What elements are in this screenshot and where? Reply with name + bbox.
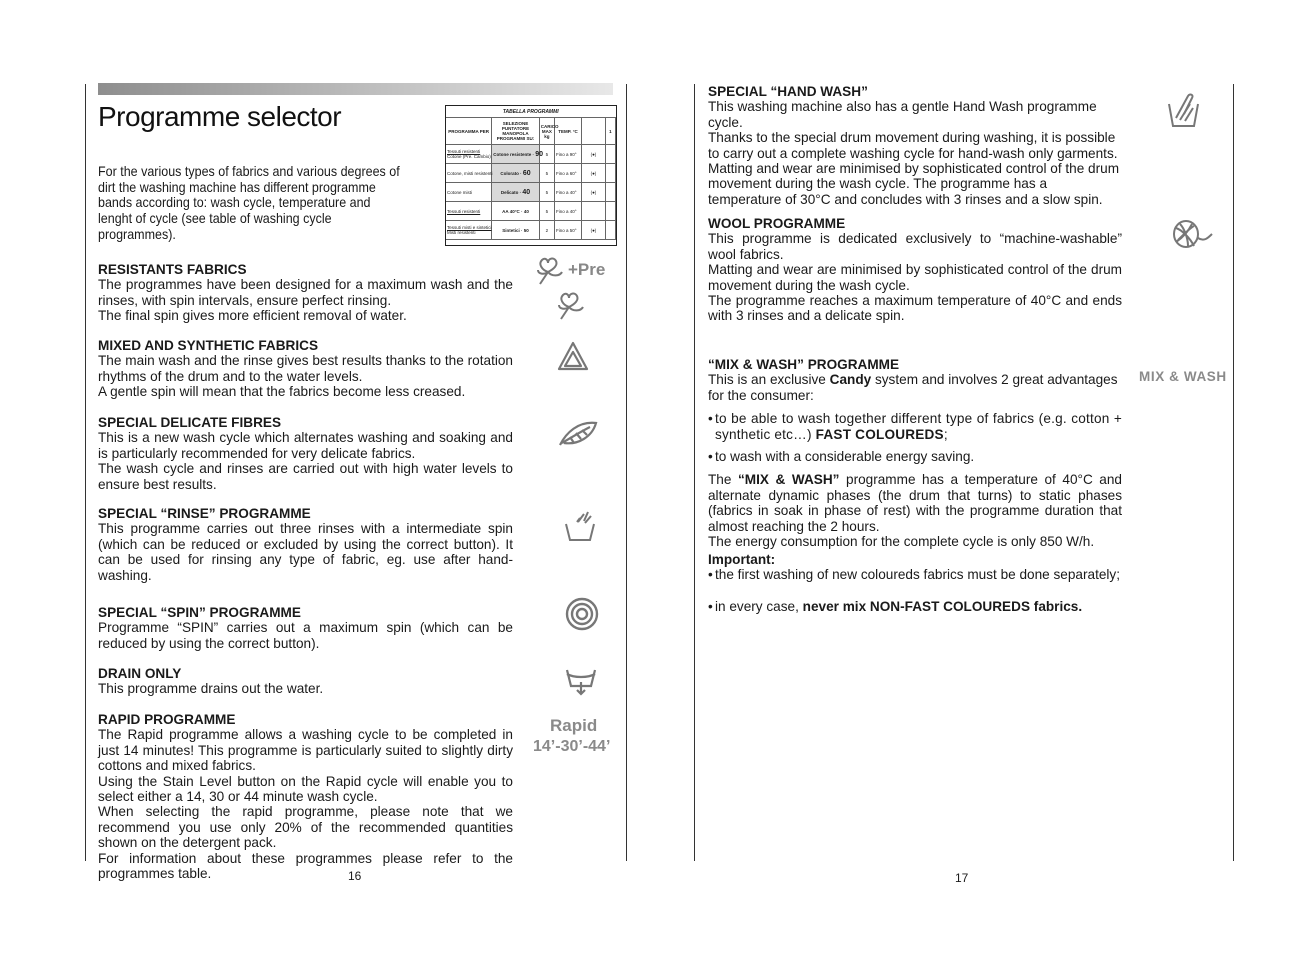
section-heading: SPECIAL “RINSE” PROGRAMME — [98, 506, 311, 521]
delicate-feather-icon — [556, 415, 600, 449]
cotton-flower-icon — [553, 291, 587, 323]
table-row: Cotone, misti resistenti Colorato · 60 5 Fino a 60° (●) — [446, 164, 616, 183]
intro-text: For the various types of fabrics and various degrees of dirt the washing machine has different programme bands according to: wash cycle, temperature and lenght of cycle (see table of washing cycle programmes). — [98, 164, 400, 242]
mix-wash-label: MIX & WASH — [1139, 369, 1227, 384]
page-title: Programme selector — [98, 101, 342, 132]
section-mix-wash: “MIX & WASH” PROGRAMME This is an exclusive Candy system and involves 2 great advantages for the consumer: • to be able to wash together different type of fabrics (e.g. cotton + synthetic etc…) FAST COLOUREDS; • to wash with a considerable energy saving. The “MIX & WASH” programme has a temperature of 40°C and alternate dynamic phases (the drum that turns) to static phases (fabrics in soak in phase of rest) with the programme duration that almost reaching the 2 hours. The energy consumption for the complete cycle is only 850 W/h. — [708, 357, 1122, 549]
rapid-label: Rapid — [550, 716, 598, 735]
section-heading: “MIX & WASH” PROGRAMME — [708, 357, 900, 372]
table-row: Cotone misti Delicato · 40 5 Fino a 40° (●) — [446, 183, 616, 202]
pre-label: +Pre — [568, 260, 606, 279]
wool-yarn-icon — [1170, 216, 1216, 256]
section-rapid-programme: RAPID PROGRAMME The Rapid programme allows a washing cycle to be completed in just 14 minutes! This programme is particularly suited to slightly dirty cottons and mixed fabrics. Using the Stain Level button on the Rapid cycle will enable you to select either a 14, 30 or 44 minute wash cycle. When selecting the rapid programme, please note that we recommend you use only 20% of the recommended quantities shown on the detergent pack. For information about these programmes please refer to the programmes table. — [98, 712, 513, 882]
section-spin-programme: SPECIAL “SPIN” PROGRAMME Programme “SPIN” carries out a maximum spin (which can be reduced by using the correct button). — [98, 605, 513, 651]
left-margin-line — [85, 84, 86, 861]
synthetic-triangle-icon — [556, 340, 590, 374]
spin-spiral-icon — [564, 596, 600, 632]
table-title: TABELLA PROGRAMMI — [446, 106, 616, 118]
title-gradient-bar — [98, 83, 613, 95]
section-heading: SPECIAL “HAND WASH” — [708, 84, 868, 99]
section-heading: WOOL PROGRAMME — [708, 216, 846, 231]
programmes-table — [445, 105, 617, 246]
right-margin-line — [1233, 84, 1234, 861]
table-row: Tessuti misti e sintetici Misti resistenti Sintetici · 50 2 Fino a 50° (●) — [446, 221, 616, 240]
section-mixed-synthetic: MIXED AND SYNTHETIC FABRICS The main wash and the rinse gives best results thanks to the rotation rhythms of the drum and to the water levels. A gentle spin will mean that the fabrics become less creased. — [98, 338, 513, 400]
section-heading: DRAIN ONLY — [98, 666, 182, 681]
section-delicate-fibres: SPECIAL DELICATE FIBRES This is a new wash cycle which alternates washing and soaking and is particularly recommended for very delicate fabrics. The wash cycle and rinses are carried out with high water levels to ensure best results. — [98, 415, 513, 492]
section-heading: SPECIAL “SPIN” PROGRAMME — [98, 605, 301, 620]
page-number-right: 17 — [955, 871, 969, 885]
page-number-left: 16 — [348, 869, 362, 883]
section-hand-wash: SPECIAL “HAND WASH” This washing machine also has a gentle Hand Wash programme cycle. Thanks to the special drum movement during washing, it is possible to carry out a complete washing cycle for hand-wash only garments. Matting and wear are minimised by sophisticated control of the drum movement during the wash cycle. The programme has a temperature of 30°C and concludes with 3 rinses and a slow spin. — [708, 84, 1122, 207]
table-row: Tessuti resistenti Cotone (Pre. Cambio) Cotone resistente · 90 5 Fino a 90° (●) — [446, 145, 616, 164]
section-important: Important: • the first washing of new coloureds fabrics must be done separately; • in every case, never mix NON-FAST COLOUREDS fabrics. — [708, 552, 1122, 614]
section-heading: RAPID PROGRAMME — [98, 712, 236, 727]
section-wool-programme: WOOL PROGRAMME This programme is dedicated exclusively to “machine-washable” wool fabrics. Matting and wear are minimised by sophisticated control of the drum movement during the wash cycle. The programme reaches a maximum temperature of 40°C and ends with 3 rinses and a delicate spin. — [708, 216, 1122, 324]
hand-wash-icon — [1166, 90, 1202, 130]
section-resistant-fabrics: RESISTANTS FABRICS The programmes have been designed for a maximum wash and the rinses, with spin intervals, ensure perfect rinsing. The final spin gives more efficient removal of water. — [98, 262, 513, 324]
section-heading: MIXED AND SYNTHETIC FABRICS — [98, 338, 319, 353]
left-page-right-line — [626, 84, 627, 861]
section-drain-only: DRAIN ONLY This programme drains out the water. — [98, 666, 513, 697]
rapid-times-label: 14’-30’-44’ — [533, 738, 611, 755]
table-row: Tessuti resistenti AA 40°C · 40 5 Fino a 40° — [446, 202, 616, 221]
rinse-shower-icon — [562, 508, 598, 544]
right-page-left-line — [694, 84, 695, 861]
section-heading: RESISTANTS FABRICS — [98, 262, 247, 277]
section-heading: SPECIAL DELICATE FIBRES — [98, 415, 282, 430]
table-header-row: PROGRAMMA PER SELEZIONE PUNTATORE MANOPOLA PROGRAMMI SU: CARICO MAX kg TEMP. °C 1 — [446, 118, 616, 145]
section-rinse-programme: SPECIAL “RINSE” PROGRAMME This programme carries out three rinses with a intermediate spin (which can be reduced or excluded by using the correct button). It can be used for rinsing any type of fabric, eg. use after hand-washing. — [98, 506, 513, 583]
cotton-flower-icon — [532, 256, 566, 288]
drain-tub-icon — [564, 664, 598, 698]
section-heading: Important: — [708, 552, 776, 567]
